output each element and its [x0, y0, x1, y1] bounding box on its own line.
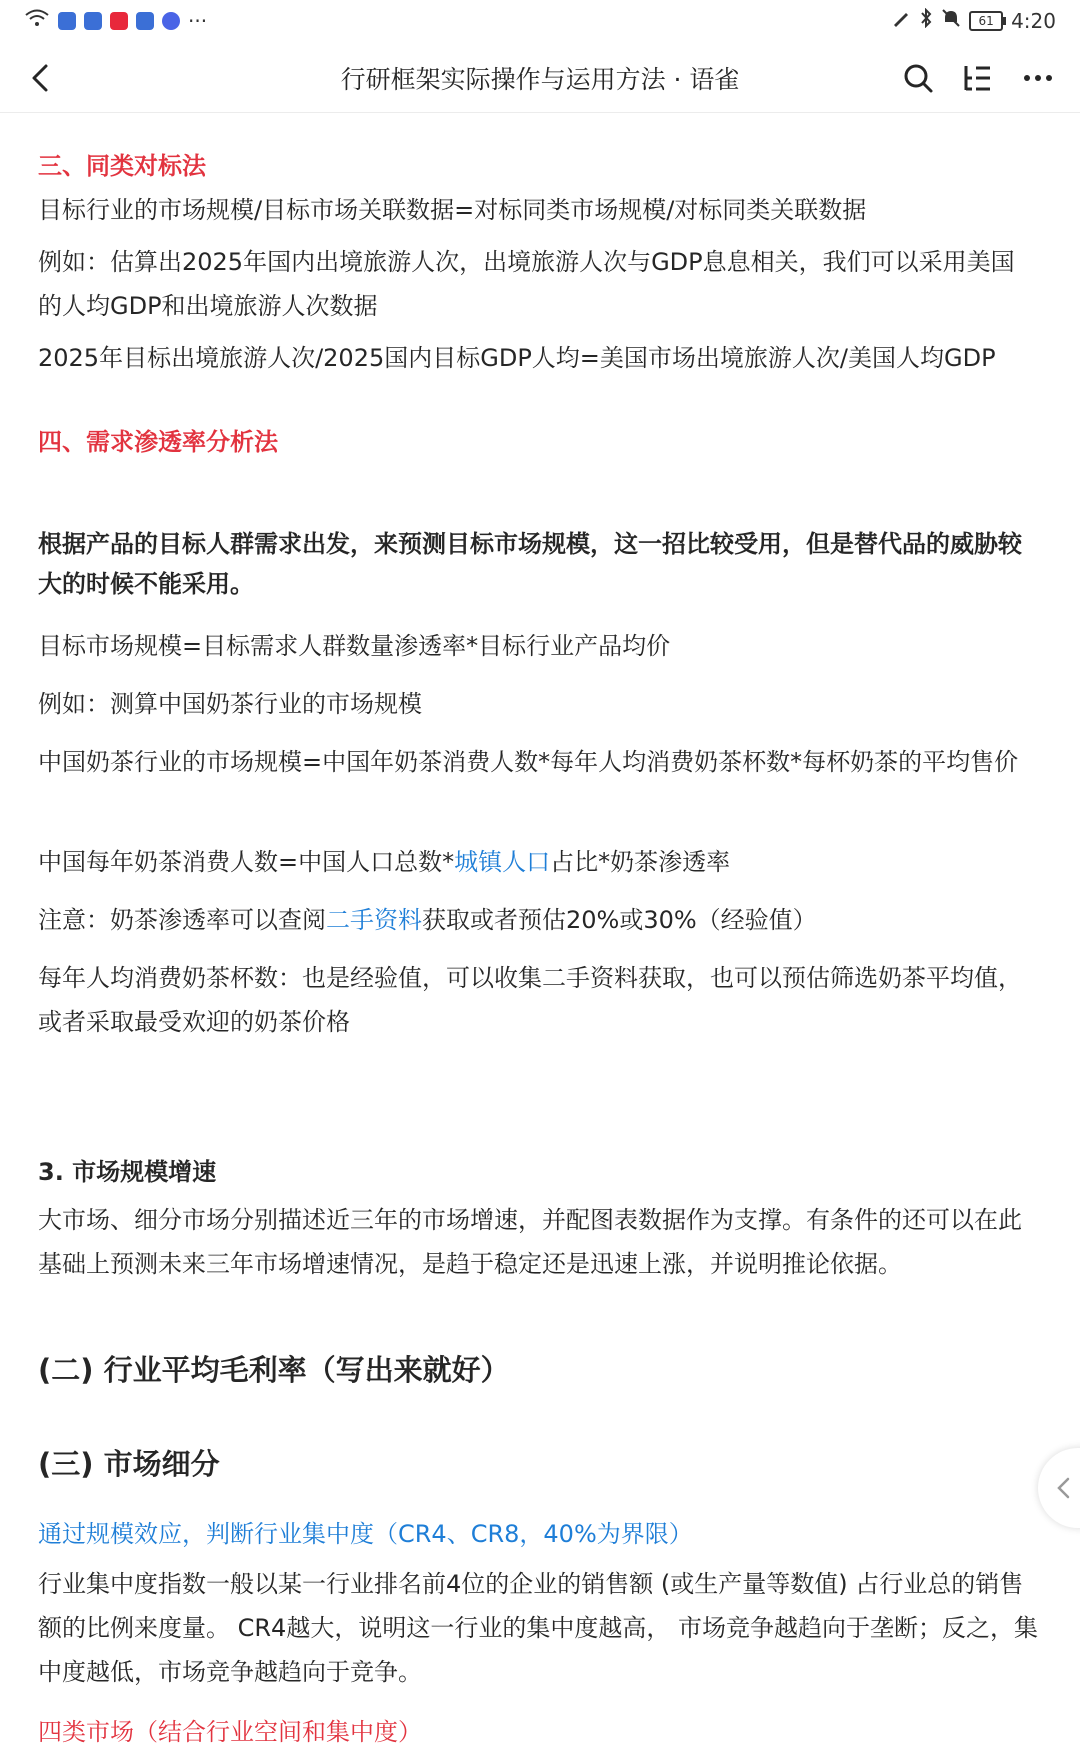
app-notification-icon: [162, 12, 180, 30]
section-heading: 三、同类对标法: [38, 152, 206, 180]
side-panel-toggle[interactable]: [1038, 1448, 1080, 1528]
search-icon: [900, 60, 936, 96]
app-notification-icon: [110, 12, 128, 30]
paragraph: [38, 840, 1038, 884]
search-button[interactable]: [900, 60, 936, 96]
paragraph: 例如：估算出2025年国内出境旅游人次，出境旅游人次与GDP息息相关，我们可以采用美国的人均GDP和出境旅游人次数据: [38, 248, 1015, 320]
pen-icon: [891, 8, 911, 33]
paragraph: 行业集中度指数一般以某一行业排名前4位的企业的销售额 (或生产量等数值) 占行业总的销售额的比例来度量。 CR4越大，说明这一行业的集中度越高， 市场竞争越趋向于垄断；反之，集中度越低，市场竞争越趋向于竞争。: [38, 1570, 1038, 1686]
chevron-left-icon: [1054, 1476, 1074, 1500]
more-notifications: ···: [188, 8, 208, 33]
section-heading-partial: 四类市场（结合行业空间和集中度）: [38, 1718, 422, 1746]
paragraph: 中国奶茶行业的市场规模=中国年奶茶消费人数*每年人均消费奶茶杯数*每杯奶茶的平均售价: [38, 748, 1019, 776]
text: 注意：奶茶渗透率可以查阅: [38, 906, 326, 934]
paragraph: 目标行业的市场规模/目标市场关联数据=对标同类市场规模/对标同类关联数据: [38, 196, 867, 224]
more-button[interactable]: [1020, 60, 1056, 96]
app-notification-icon: [136, 12, 154, 30]
text: 占比*奶茶渗透率: [550, 848, 731, 876]
bluetooth-icon: [919, 8, 933, 33]
paragraph: 2025年目标出境旅游人次/2025国内目标GDP人均=美国市场出境旅游人次/美国人均GDP: [38, 344, 996, 372]
outline-icon: [960, 60, 996, 96]
wifi-icon: [24, 8, 50, 33]
status-bar: [0, 0, 1080, 42]
bold-paragraph: 根据产品的目标人群需求出发，来预测目标市场规模，这一招比较受用，但是替代品的威胁较大的时候不能采用。: [38, 530, 1022, 598]
top-navigation-bar: [0, 42, 1080, 113]
section-heading: (三) 市场细分: [38, 1447, 220, 1481]
section-heading: 四、需求渗透率分析法: [38, 428, 278, 456]
text: 获取或者预估20%或30%（经验值）: [422, 906, 817, 934]
subsection-heading: 3. 市场规模增速: [38, 1158, 217, 1186]
page-title: 行研框架实际操作与运用方法 · 语雀: [340, 65, 740, 94]
link-urban-population[interactable]: 城镇人口: [454, 848, 551, 876]
paragraph: [38, 898, 1038, 942]
paragraph: 大市场、细分市场分别描述近三年的市场增速，并配图表数据作为支撑。有条件的还可以在此基础上预测未来三年市场增速情况，是趋于稳定还是迅速上涨，并说明推论依据。: [38, 1206, 1022, 1278]
paragraph: 例如：测算中国奶茶行业的市场规模: [38, 690, 422, 718]
link-concentration[interactable]: 通过规模效应，判断行业集中度（CR4、CR8，40%为界限）: [38, 1520, 693, 1548]
paragraph: 目标市场规模=目标需求人群数量渗透率*目标行业产品均价: [38, 632, 671, 660]
outline-button[interactable]: [960, 60, 996, 96]
app-notification-icon: [84, 12, 102, 30]
text: 中国每年奶茶消费人数=中国人口总数*: [38, 848, 455, 876]
clock: 4:20: [1011, 8, 1056, 33]
link-secondary-data[interactable]: 二手资料: [326, 906, 422, 934]
app-notification-icon: [58, 12, 76, 30]
battery-indicator: 61: [969, 11, 1003, 31]
mute-icon: [941, 8, 961, 33]
section-heading: (二) 行业平均毛利率（写出来就好）: [38, 1353, 510, 1387]
more-icon: [1020, 60, 1056, 96]
paragraph: 每年人均消费奶茶杯数：也是经验值，可以收集二手资料获取，也可以预估筛选奶茶平均值，或者采取最受欢迎的奶茶价格: [38, 964, 1022, 1036]
